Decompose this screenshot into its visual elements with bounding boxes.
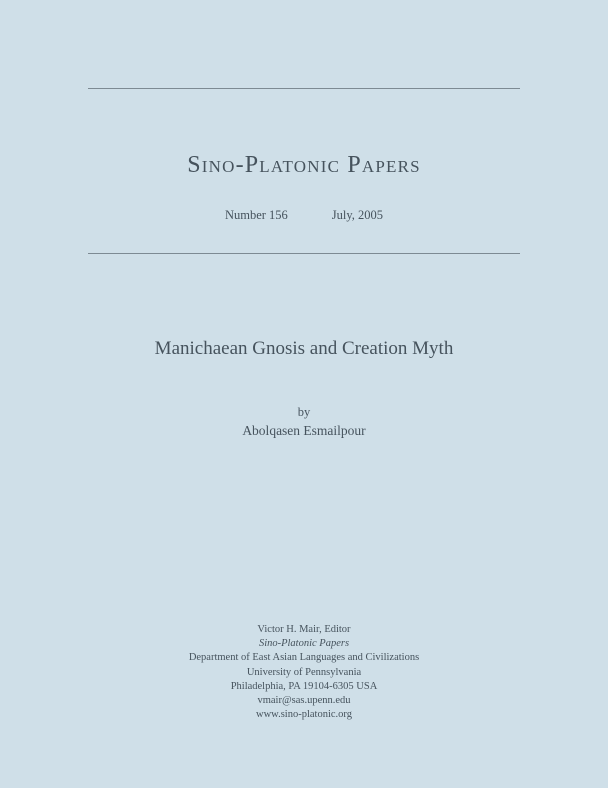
page-title: Manichaean Gnosis and Creation Myth (154, 338, 454, 359)
issue-date: July, 2005 (331, 208, 384, 222)
colophon-website: www.sino-platonic.org (256, 709, 352, 721)
top-divider-rule (88, 88, 520, 89)
colophon-address: Philadelphia, PA 19104-6305 USA (230, 680, 378, 692)
colophon-email: vmair@sas.upenn.edu (257, 695, 351, 707)
author-name: Abolqasen Esmailpour (242, 423, 366, 438)
colophon-university: University of Pennsylvania (246, 666, 362, 678)
byline-label: by (297, 405, 311, 419)
colophon-editor: Victor H. Mair, Editor (257, 624, 351, 635)
bottom-divider-rule (88, 253, 520, 254)
issue-line (0, 208, 608, 223)
colophon-department: Department of East Asian Languages and Civilizations (188, 652, 420, 664)
colophon (0, 623, 608, 722)
issue-number: Number 156 (224, 208, 288, 222)
journal-title: Sino-Platonic Papers (187, 152, 421, 178)
colophon-publication: Sino-Platonic Papers (258, 638, 350, 650)
